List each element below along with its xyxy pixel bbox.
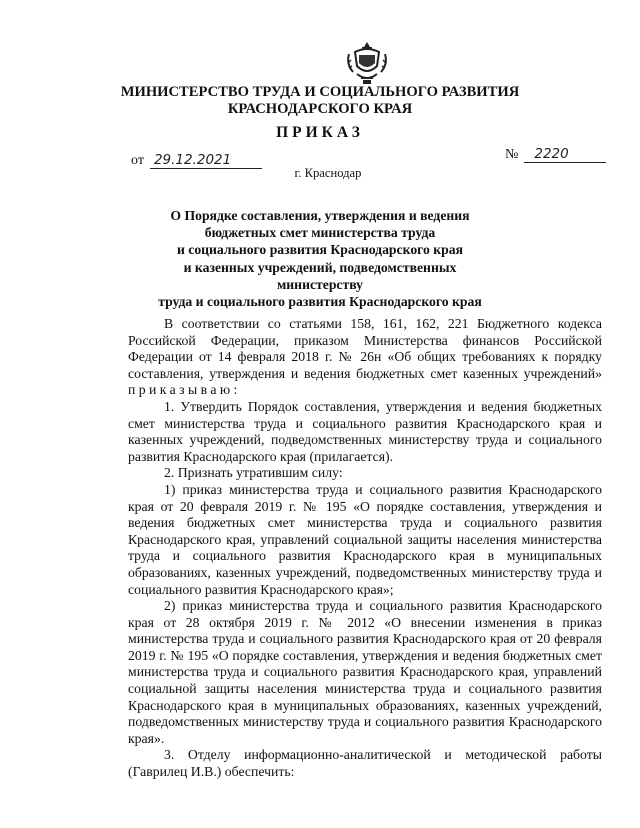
subject-line: труда и социального развития Краснодарского края bbox=[158, 294, 482, 310]
number-prefix: № bbox=[505, 147, 519, 162]
command-word: приказываю: bbox=[128, 382, 241, 398]
date-value: 29.12.2021 bbox=[150, 152, 262, 169]
ministry-name-line1: МИНИСТЕРСТВО ТРУДА И СОЦИАЛЬНОГО РАЗВИТИЯ bbox=[120, 84, 520, 100]
number-field bbox=[505, 146, 606, 163]
subject-line: и казенных учреждений, подведомственных министерству bbox=[183, 259, 457, 292]
document-body bbox=[128, 316, 602, 781]
subject-line: и социального развития Краснодарского края bbox=[176, 242, 464, 258]
item-1-paragraph: 1. Утвердить Порядок составления, утверждения и ведения бюджетных смет министерства труда и социального развития Краснодарского края и казенных учреждений, подведомственных министерству труда и социального развития Краснодарского края (прилагается). bbox=[128, 398, 602, 464]
city-label: г. Краснодар bbox=[294, 166, 362, 180]
ministry-name bbox=[100, 84, 540, 118]
document-type-title: ПРИКАЗ bbox=[276, 124, 364, 141]
preamble-paragraph: В соответствии со статьями 158, 161, 162, 221 Бюджетного кодекса Российской Федерации, приказом Министерства финансов Российской Федерации от 14 февраля 2018 г. № 26н «Об общих требованиях к порядку составления, утверждения и ведения бюджетных смет казенных учреждений» bbox=[128, 316, 602, 381]
ministry-name-line2: КРАСНОДАРСКОГО КРАЯ bbox=[227, 101, 413, 117]
item-3-paragraph: 3. Отделу информационно-аналитической и методической работы (Гаврилец И.В.) обеспечить: bbox=[128, 747, 602, 780]
number-value: 2220 bbox=[524, 146, 606, 163]
krasnodar-coat-of-arms-emblem bbox=[345, 40, 389, 86]
subject-line: бюджетных смет министерства труда bbox=[204, 225, 436, 241]
subject-line: О Порядке составления, утверждения и ведения bbox=[170, 208, 470, 223]
item-2-2-paragraph: 2) приказ министерства труда и социального развития Краснодарского края от 28 октября 2019 г. № 2012 «О внесении изменения в приказ министерства труда и социального развития Краснодарского края от 20 февраля 2019 г. № 195 «О порядке составления, утверждения и ведения бюджетных смет министерства труда и социального развития Краснодарского края, управлений социальной защиты населения министерства труда и социального развития Краснодарского края в муниципальных образованиях, казенных учреждений, подведомственных министерству труда и социального развития Краснодарского края». bbox=[128, 598, 602, 746]
item-2-paragraph: 2. Признать утратившим силу: bbox=[164, 465, 343, 481]
document-subject bbox=[150, 207, 490, 310]
item-2-1-paragraph: 1) приказ министерства труда и социального развития Краснодарского края от 20 февраля 2019 г. № 195 «О порядке составления, утверждения и ведения бюджетных смет министерства труда и социального развития Краснодарского края, управлений социальной защиты населения министерства труда и социального развития Краснодарского края в муниципальных образованиях, казенных учреждений, подведомственных министерству труда и социального развития Краснодарского края»; bbox=[128, 481, 602, 597]
date-prefix: от bbox=[131, 153, 144, 168]
